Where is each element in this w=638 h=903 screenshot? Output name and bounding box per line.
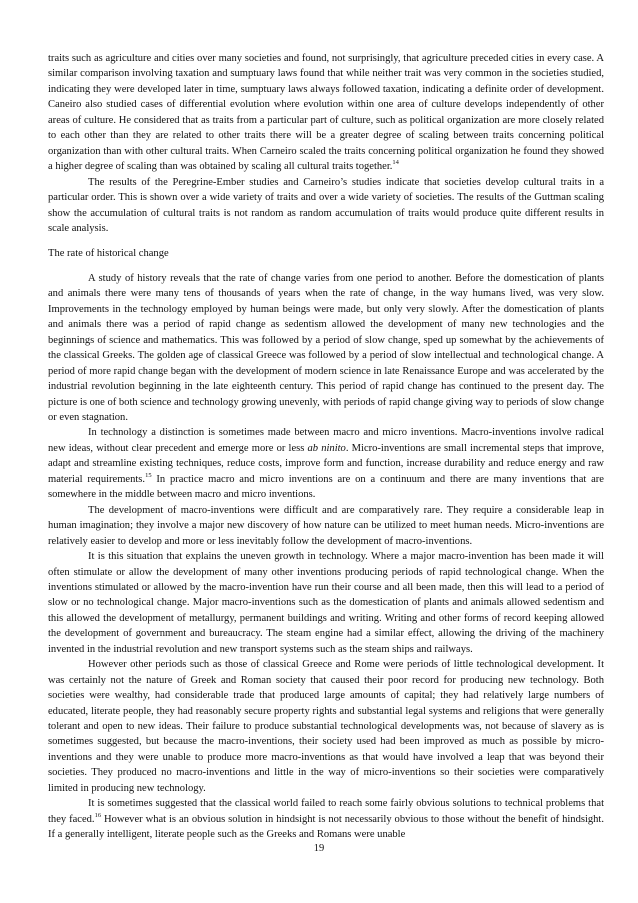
paragraph: However other periods such as those of classical Greece and Rome were periods of little technological development. It was certainly not the nature of Greek and Roman society that caused their poor record for producing new technology. Both societies were wealthy, had considerable trade that produced large amounts of capital; they had relatively large numbers of educated, literate people, they had reasonably secure property rights and substantial legal systems and religions that were generally tolerant and open to new ideas. Their failure to produce substantial technological developments was, not because of slavery as is sometimes suggested, but because the macro-inventions, their society used had been improved as much as possible by micro-inventions and they were unable to produce more macro-inventions as that would have involved a leap that was beyond their societies. They produced no macro-inventions and little in the way of micro-inventions so their societies were comparatively limited in producing new technology. [48,659,604,794]
paragraph: The results of the Peregrine-Ember studies and Carneiro’s studies indicate that societies develop cultural traits in a particular order. This is shown over a wide variety of traits and over a wide variety of societies. The results of the Guttman scaling show the accumulation of cultural traits is not random as random accumulation of traits would produce quite different results in scale analysis. [48,176,604,234]
footnote-ref[interactable]: 14 [392,159,399,167]
footnote-ref[interactable]: 16 [94,811,102,819]
section-heading: The rate of historical change [48,248,169,260]
paragraph: The development of macro-inventions were difficult and are comparatively rare. They require a considerable leap in human imagination; they involve a major new discovery of how nature can be utilized to meet human needs. Micro-inventions are relatively easier to develop and more or less inevitably follow the development of macro-inventions. [48,504,604,547]
italic-term: ab ninito [307,442,346,454]
paragraph: A study of history reveals that the rate of change varies from one period to another. Before the domestication of plants and animals there were many tens of thousands of years when the rate of change, in the way humans lived, was very slow. Improvements in the technology employed by human beings were made, but only very slowly. After the domestication of plants and animals there was a period of rapid change as sedentism allowed the development of many new technologies and the beginnings of science and mathematics. This was followed by a period of slow change, sped up somewhat by the achievements of the classical Greeks. The golden age of classical Greece was followed by a period of slow intellectual and technological change. A period of more rapid change began with the development of modern science in late Renaissance Europe and was accelerated by the industrial revolution beginning in the late eighteenth century. This period of rapid change has continued to the present day. The picture is one of both science and technology growing unevenly, with periods of rapid change giving way to periods of slow change or even stagnation. [48,272,604,423]
paragraph: In technology a distinction is sometimes made between macro and micro inventions. Macro-inventions involve radical new ideas, without clear precedent and emerge more or less ab ninito. Micro-inventions are small incremental steps that improve, adapt and streamline existing techniques, reduce costs, improve form and function, increase durability and reduce energy and raw material requirements.$^{15}$ In practice macro and micro inventions are on a continuum and there are many inventions that are somewhere in the middle between macro and micro inventions. [48,427,604,501]
page-number: 19 [313,843,325,854]
paragraph: traits such as agriculture and cities over many societies and found, not surprisingly, that agriculture preceded cities in every case. A similar comparison involving taxation and sumptuary laws found that while neither trait was very common in the societies studied, indicating they were developed later in time, sumptuary laws always followed taxation, indicating a definite order of development. Caneiro also studied cases of differential evolution where evolution within one area of culture develops independently of other areas of culture. He considered that as traits from a particular part of culture, such as political organization are more closely related to each other than they are related to other traits there will be a greater degree of scaling between traits concerning political organization than with other cultural traits. When Carneiro scaled the traits concerning political organization he found they showed a higher degree of scaling than was obtained by scaling all cultural traits together.$^{14}$ [48,53,604,173]
paragraph: It is this situation that explains the uneven growth in technology. Where a major macro-invention has been made it will often stimulate or allow the development of many other inventions producing periods of rapid technological change. When the inventions stimulated or allowed by the macro-invention have run their course and all been made, then this will lead to a period of slow or no technological change. Major macro-inventions such as the domestication of plants and animals allowed sedentism and this allowed the development of metallurgy, permanent buildings and writing. Writing and other forms of record keeping allowed the development of government and bureaucracy. The steam engine had a similar effect, allowing the driving of the machinery invented in the industrial revolution and new transport systems such as the steam ships and railways. [48,551,604,655]
paragraph: It is sometimes suggested that the classical world failed to reach some fairly obvious solutions to technical problems that they faced.$^{16}$ However what is an obvious solution in hindsight is not necessarily obvious to those without the benefit of hindsight. If a generally intelligent, literate people such as the Greeks and Romans were unable [48,798,604,841]
document-page [48,51,604,901]
footnote-ref[interactable]: 15 [145,471,152,479]
